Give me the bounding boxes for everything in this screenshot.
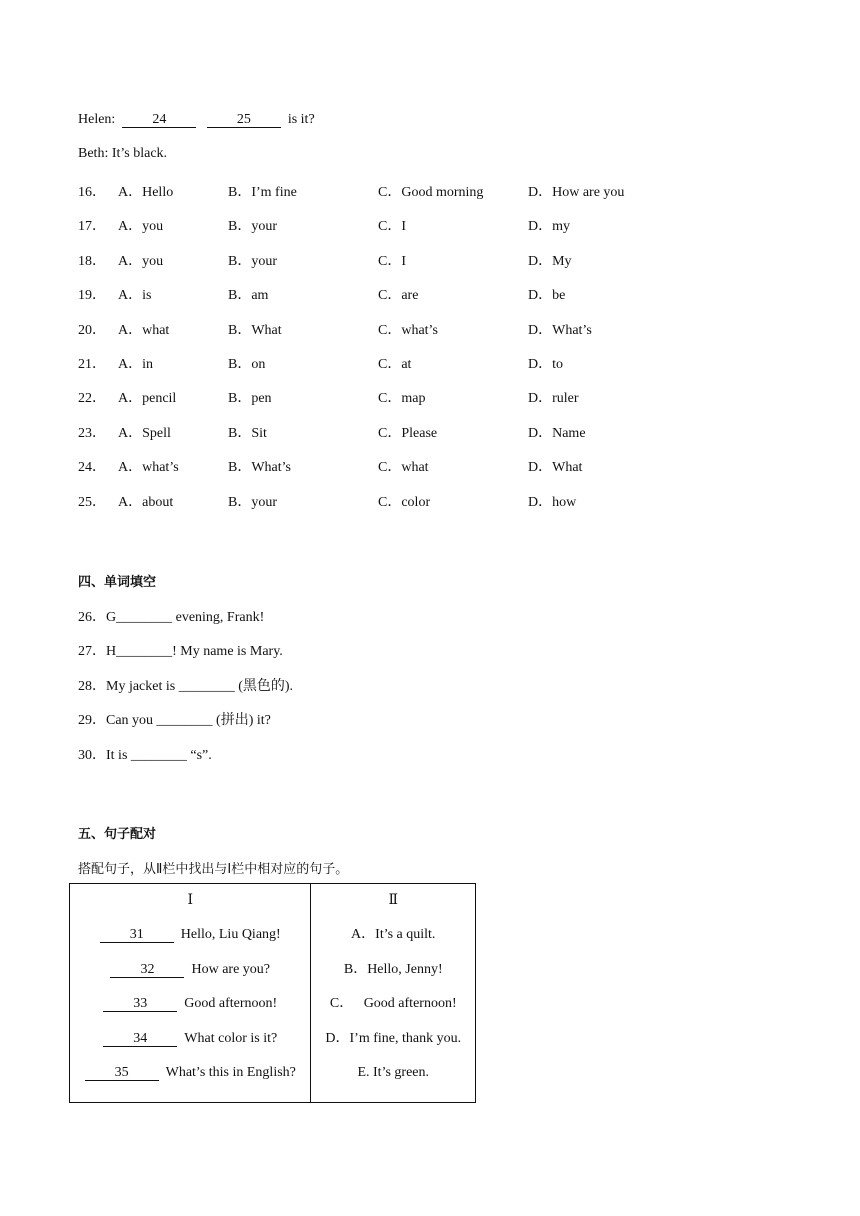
option-a: A．Hello [118, 185, 174, 200]
option-c: C．color [378, 494, 431, 510]
question-number: 21． [78, 357, 106, 372]
column-1-row [70, 987, 310, 1021]
column-1-text: What’s this in English? [165, 1064, 296, 1080]
column-1-row [70, 1056, 310, 1090]
fill-item-29: 29．Can you ________ (拼出) it? [78, 713, 271, 728]
option-a: A．pencil [118, 391, 177, 407]
option-b: B．I’m fine [228, 185, 297, 200]
option-a: A．is [118, 288, 152, 304]
option-c: C．what [378, 460, 429, 476]
option-a: A．what’s [118, 460, 179, 476]
column-1-text: Good afternoon! [184, 996, 278, 1012]
column-1-text: Hello, Liu Qiang! [180, 927, 281, 943]
column-2-row: B．Hello, Jenny! [343, 961, 443, 977]
option-c: C．what’s [378, 322, 438, 338]
option-d: D．What [528, 460, 583, 476]
column-2-row: C． Good afternoon! [329, 996, 457, 1012]
option-b: B．What’s [228, 460, 291, 476]
question-number: 23． [78, 425, 106, 441]
blank-24: 24 [122, 112, 196, 128]
option-d: D．My [528, 253, 572, 269]
column-2-row: A．It’s a quilt. [351, 927, 436, 943]
answer-blank: 34 [103, 1031, 177, 1047]
fill-item-30: 30．It is ________ “s”. [78, 748, 212, 763]
option-b: B．on [228, 357, 266, 372]
column-1-text: What color is it? [184, 1030, 278, 1046]
section5-heading: 五、句子配对 [78, 827, 157, 842]
column-1-header: Ⅰ [187, 893, 193, 908]
section4-heading: 四、单词填空 [78, 575, 157, 590]
option-c: C．Please [378, 425, 438, 441]
column-1-rows [70, 918, 310, 1090]
column-1 [70, 884, 311, 1103]
option-a: A．what [118, 322, 170, 338]
column-1-row [70, 953, 310, 987]
option-c: C．map [378, 391, 426, 407]
option-b: B．What [228, 322, 282, 338]
option-d: D．How are you [528, 185, 625, 200]
column-2-row: D．I’m fine, thank you. [325, 1030, 462, 1046]
option-c: C．I [378, 219, 406, 235]
column-2-row: E. It’s green. [357, 1064, 429, 1080]
option-d: D．ruler [528, 391, 579, 407]
option-b: B．Sit [228, 425, 267, 441]
question-number: 19． [78, 288, 106, 304]
column-2-header: Ⅱ [388, 893, 398, 908]
option-b: B．your [228, 494, 277, 510]
option-b: B．pen [228, 391, 272, 407]
column-1-row [70, 918, 310, 952]
option-d: D．my [528, 219, 570, 235]
option-a: A．Spell [118, 425, 171, 441]
option-b: B．your [228, 253, 277, 269]
dialogue-beth-line: Beth: It’s black. [78, 146, 168, 161]
question-number: 25． [78, 494, 106, 510]
column-1-row [70, 1022, 310, 1056]
option-a: A．you [118, 219, 164, 235]
speaker-helen: Helen: [78, 112, 116, 127]
option-c: C．are [378, 288, 419, 304]
helen-line-tail: is it? [287, 112, 315, 127]
option-d: D．to [528, 357, 563, 372]
fill-item-26: 26．G________ evening, Frank! [78, 610, 265, 625]
section5-instruction: 搭配句子，从Ⅱ栏中找出与Ⅰ栏中相对应的句子。 [78, 862, 349, 877]
option-d: D．how [528, 494, 577, 510]
option-c: C．at [378, 357, 412, 372]
blank-25: 25 [207, 112, 281, 128]
answer-blank: 33 [103, 996, 177, 1012]
option-c: C．I [378, 253, 406, 269]
answer-blank: 32 [110, 962, 184, 978]
option-d: D．be [528, 288, 566, 304]
option-a: A．about [118, 494, 174, 510]
column-1-text: How are you? [191, 961, 270, 977]
option-c: C．Good morning [378, 185, 484, 200]
answer-blank: 35 [85, 1065, 159, 1081]
option-d: D．Name [528, 425, 586, 441]
option-b: B．your [228, 219, 277, 235]
option-d: D．What’s [528, 322, 592, 338]
fill-item-27: 27．H________! My name is Mary. [78, 644, 283, 659]
dialogue-helen-line [78, 112, 315, 128]
answer-blank: 31 [100, 927, 174, 943]
question-number: 18． [78, 253, 106, 269]
matching-table [69, 883, 476, 1103]
question-number: 16． [78, 185, 106, 200]
option-a: A．you [118, 253, 164, 269]
question-number: 24． [78, 460, 106, 476]
column-2 [311, 884, 476, 1103]
question-number: 20． [78, 322, 106, 338]
question-number: 17． [78, 219, 106, 235]
fill-item-28: 28．My jacket is ________ (黑色的). [78, 679, 294, 694]
option-a: A．in [118, 357, 153, 372]
question-number: 22． [78, 391, 106, 407]
option-b: B．am [228, 288, 269, 304]
